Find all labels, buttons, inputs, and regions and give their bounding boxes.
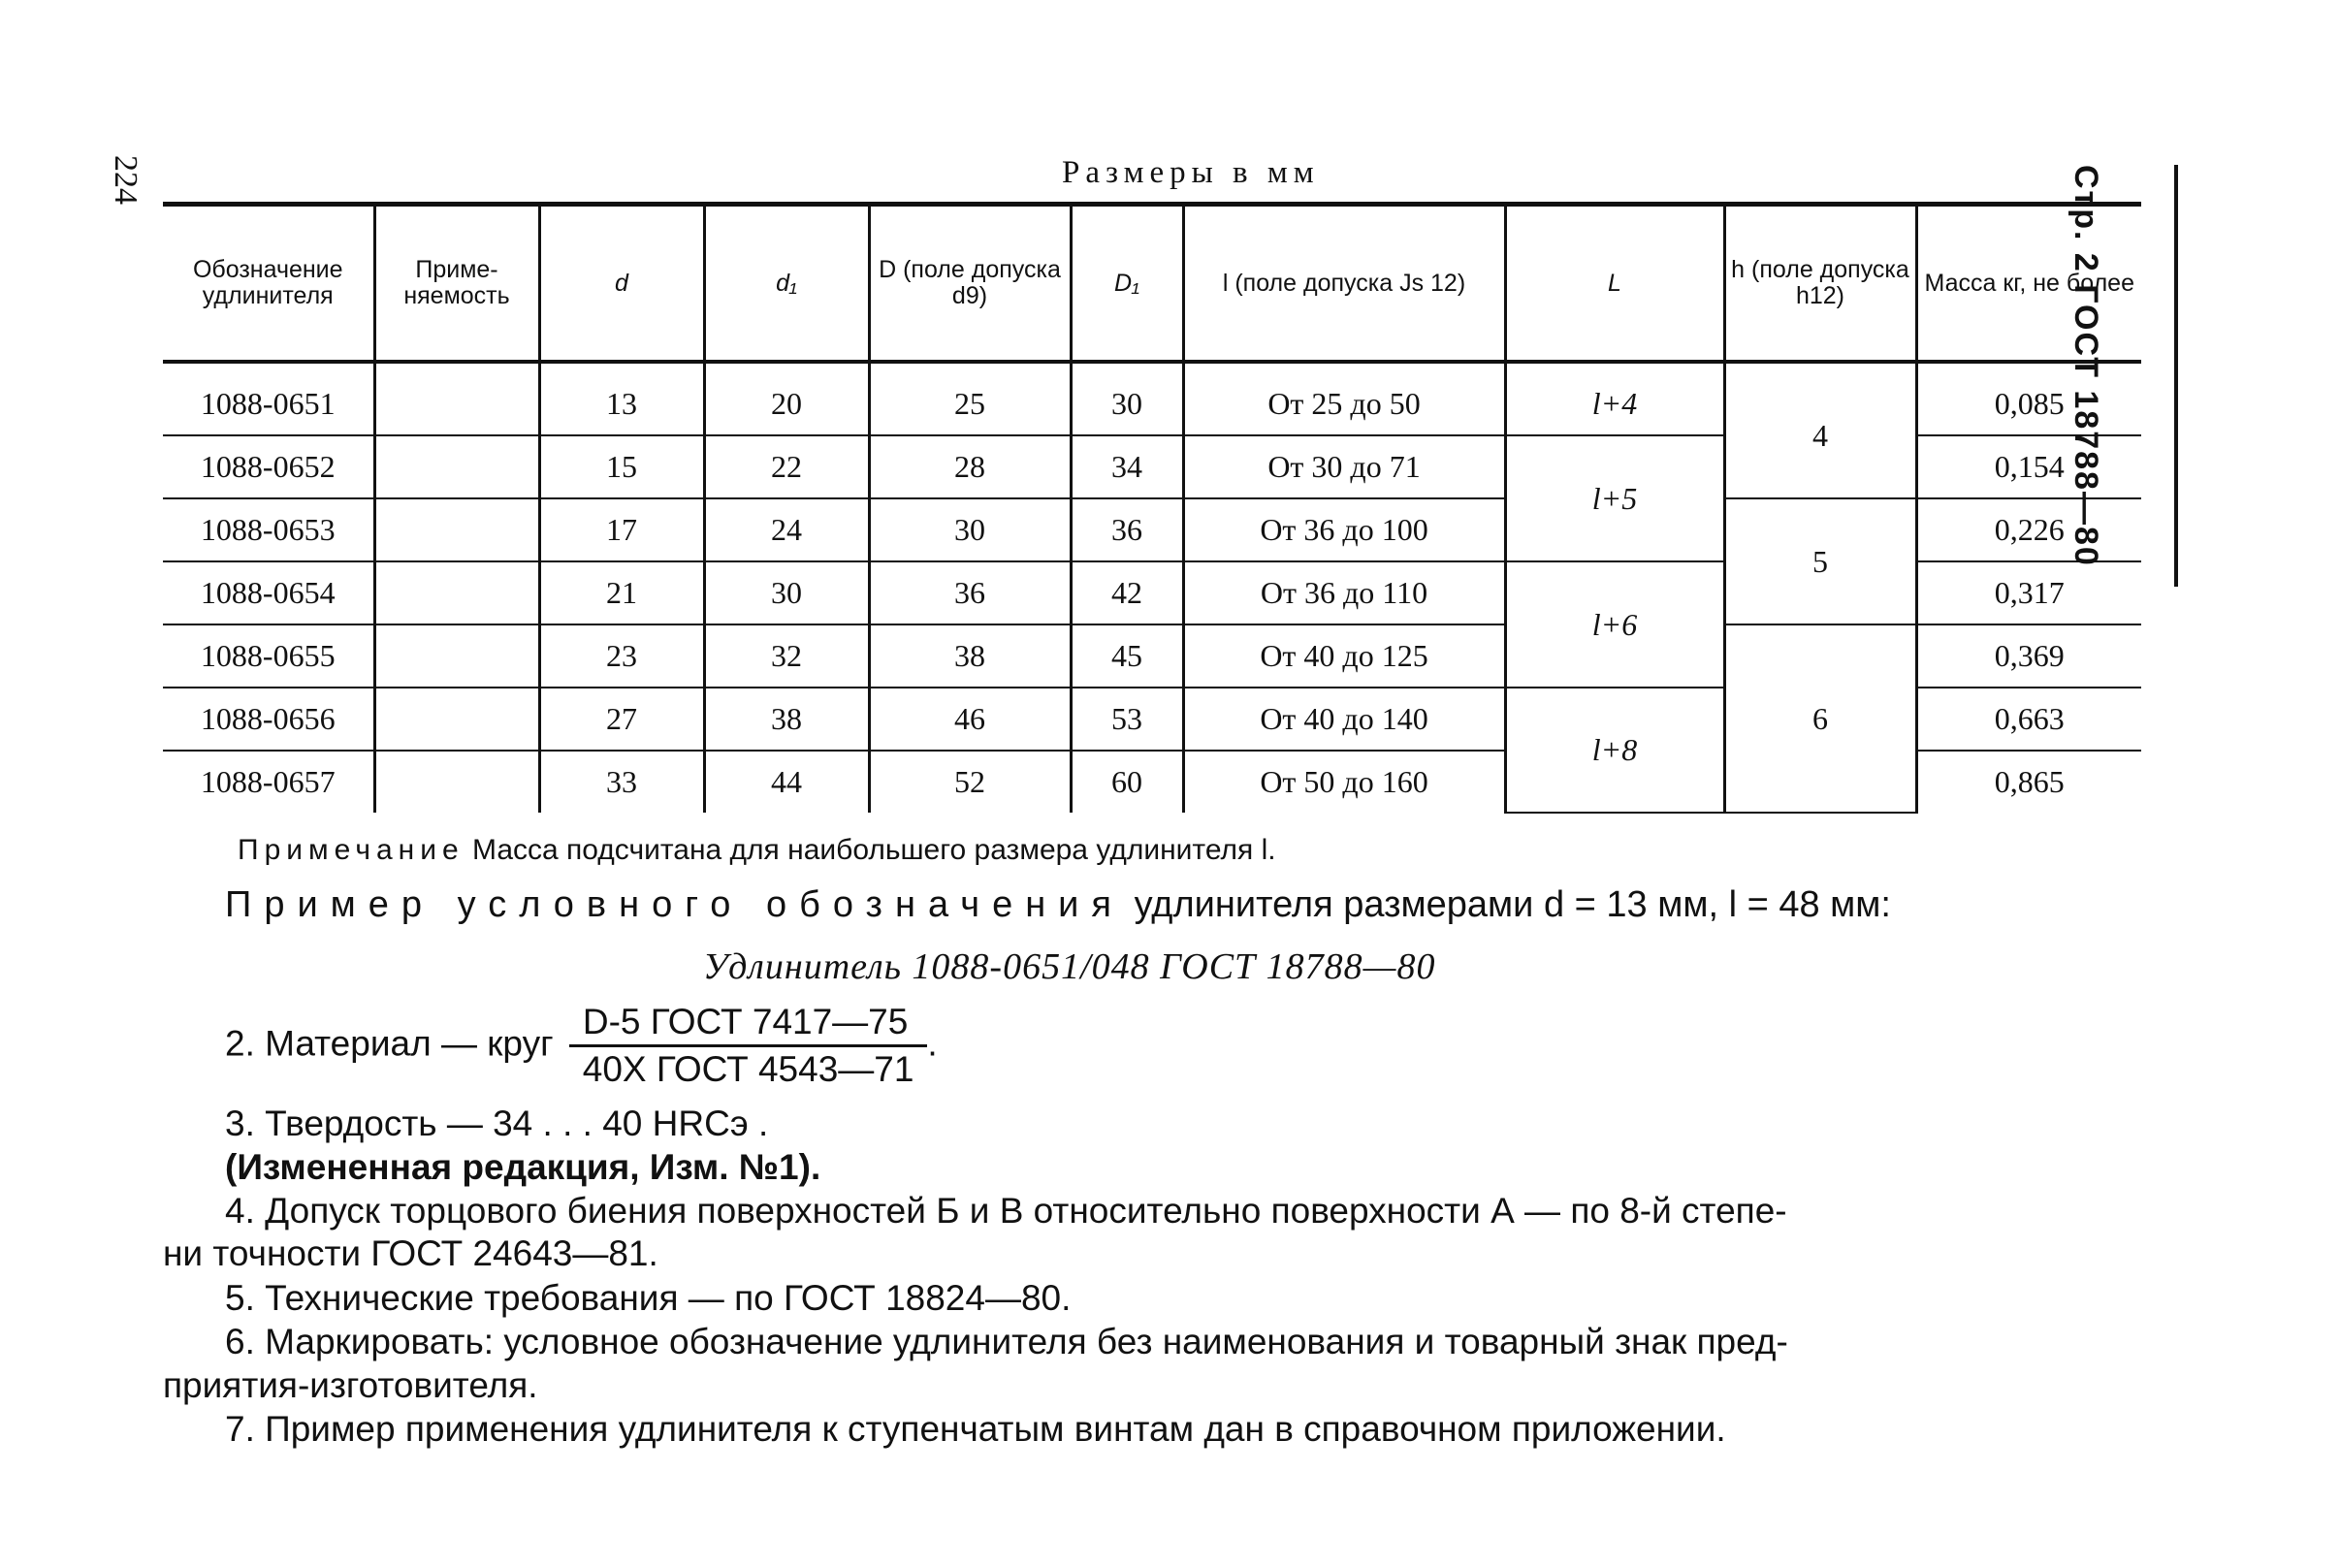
- cell-L: l+6: [1505, 561, 1724, 688]
- cell-designation: 1088-0652: [163, 435, 374, 498]
- cell-D: 30: [869, 498, 1071, 561]
- item-tolerance-line2: ни точности ГОСТ 24643—81.: [163, 1233, 658, 1273]
- cell-D1: 53: [1071, 688, 1183, 751]
- header-applicability: Применяемость: [374, 205, 539, 363]
- cell-d: 15: [539, 435, 704, 498]
- page-number: 224: [108, 155, 144, 205]
- item-marking-line1: 6. Маркировать: условное обозначение удлинителя без наименования и товарный знак пред-: [225, 1322, 1788, 1361]
- dimensions-table: [163, 202, 2141, 814]
- cell-d1: 20: [704, 373, 869, 435]
- cell-d1: 22: [704, 435, 869, 498]
- cell-applicability: [374, 373, 539, 435]
- cell-designation: 1088-0653: [163, 498, 374, 561]
- cell-designation: 1088-0651: [163, 373, 374, 435]
- cell-designation: 1088-0654: [163, 561, 374, 624]
- cell-d1: 44: [704, 751, 869, 813]
- cell-d: 33: [539, 751, 704, 813]
- cell-l: От 50 до 160: [1183, 751, 1505, 813]
- cell-l: От 36 до 100: [1183, 498, 1505, 561]
- cell-mass: 0,085: [1916, 373, 2141, 435]
- table-header-row: [163, 205, 2141, 363]
- table-caption: Размеры в мм: [1062, 155, 1320, 190]
- item-amended: (Измененная редакция, Изм. №1).: [225, 1147, 821, 1187]
- table-row: [163, 373, 2141, 435]
- cell-D: 38: [869, 624, 1071, 688]
- cell-h: 6: [1724, 624, 1916, 813]
- note-label: Примечание: [238, 834, 465, 866]
- material-fraction: [569, 1002, 927, 1090]
- cell-d1: 24: [704, 498, 869, 561]
- header-D1: D₁: [1071, 205, 1183, 363]
- item-hardness: 3. Твердость — 34 . . . 40 HRCэ .: [225, 1104, 769, 1143]
- table-row: [163, 624, 2141, 688]
- cell-D: 46: [869, 688, 1071, 751]
- cell-mass: 0,317: [1916, 561, 2141, 624]
- cell-L: l+8: [1505, 688, 1724, 813]
- cell-designation: 1088-0656: [163, 688, 374, 751]
- cell-D1: 36: [1071, 498, 1183, 561]
- header-mass: Масса кг, не более: [1916, 205, 2141, 363]
- cell-D: 25: [869, 373, 1071, 435]
- item-technical: 5. Технические требования — по ГОСТ 18824—80.: [225, 1278, 1072, 1318]
- cell-applicability: [374, 624, 539, 688]
- example-text: удлинителя размерами d = 13 мм, l = 48 мм:: [1134, 884, 1891, 925]
- cell-applicability: [374, 688, 539, 751]
- cell-designation: 1088-0655: [163, 624, 374, 688]
- cell-D: 36: [869, 561, 1071, 624]
- item-application: 7. Пример применения удлинителя к ступенчатым винтам дан в справочном приложении.: [225, 1409, 1726, 1449]
- cell-d1: 30: [704, 561, 869, 624]
- cell-applicability: [374, 751, 539, 813]
- table-row: [163, 498, 2141, 561]
- cell-d: 13: [539, 373, 704, 435]
- header-L: L: [1505, 205, 1724, 363]
- material-prefix: 2. Материал — круг: [225, 1023, 554, 1064]
- note-text: Масса подсчитана для наибольшего размера удлинителя l.: [472, 834, 1276, 866]
- cell-d: 21: [539, 561, 704, 624]
- side-header: Стр. 2 ГОСТ 18788—80: [2068, 165, 2104, 567]
- header-d1: d₁: [704, 205, 869, 363]
- cell-applicability: [374, 435, 539, 498]
- header-d: d: [539, 205, 704, 363]
- cell-designation: 1088-0657: [200, 764, 336, 799]
- cell-d: 23: [539, 624, 704, 688]
- cell-d1: 38: [704, 688, 869, 751]
- example-designation: Удлинитель 1088-0651/048 ГОСТ 18788—80: [703, 946, 1436, 987]
- item-marking-line2: приятия-изготовителя.: [163, 1365, 538, 1405]
- cell-d: 17: [539, 498, 704, 561]
- item-tolerance-line1: 4. Допуск торцового биения поверхностей Б и В относительно поверхности А — по 8-й степе-: [225, 1191, 1787, 1231]
- cell-L: l+4: [1505, 373, 1724, 435]
- cell-D: 52: [869, 751, 1071, 813]
- header-D: D (поле допуска d9): [869, 205, 1071, 363]
- cell-h: 5: [1724, 498, 1916, 624]
- cell-l: От 40 до 125: [1183, 624, 1505, 688]
- side-header-rule: [2174, 165, 2178, 587]
- item-material: 2. Материал — круг $\frac{\text{D-5 ГОСТ 7417—75}}{\text{40Х ГОСТ 4543—71}}$ .: [225, 1002, 938, 1089]
- cell-D1: 60: [1071, 751, 1183, 813]
- cell-D: 28: [869, 435, 1071, 498]
- material-denominator: 40Х ГОСТ 4543—71: [582, 1049, 914, 1089]
- cell-mass: 0,369: [1916, 624, 2141, 688]
- example-label: Пример условного обозначения: [225, 884, 1124, 925]
- header-h: h (поле допуска h12): [1724, 205, 1916, 363]
- cell-d: 27: [539, 688, 704, 751]
- cell-D1: 34: [1071, 435, 1183, 498]
- cell-applicability: [374, 561, 539, 624]
- cell-d1: 32: [704, 624, 869, 688]
- cell-h: 4: [1724, 373, 1916, 498]
- cell-l: От 40 до 140: [1183, 688, 1505, 751]
- example-line: [225, 884, 1891, 926]
- cell-D1: 45: [1071, 624, 1183, 688]
- material-numerator: D-5 ГОСТ 7417—75: [569, 1002, 927, 1047]
- cell-l: От 25 до 50: [1183, 373, 1505, 435]
- cell-mass: 0,865: [1916, 751, 2141, 813]
- header-designation: Обозначение удлинителя: [163, 205, 374, 363]
- header-l: l (поле допуска Js 12): [1183, 205, 1505, 363]
- cell-mass: 0,663: [1916, 688, 2141, 751]
- cell-L: l+5: [1505, 435, 1724, 561]
- cell-l: От 30 до 71: [1183, 435, 1505, 498]
- cell-l: От 36 до 110: [1183, 561, 1505, 624]
- cell-mass: 0,154: [1916, 435, 2141, 498]
- table-note: [238, 834, 1276, 867]
- cell-D1: 42: [1071, 561, 1183, 624]
- cell-applicability: [374, 498, 539, 561]
- cell-mass: 0,226: [1916, 498, 2141, 561]
- cell-D1: 30: [1071, 373, 1183, 435]
